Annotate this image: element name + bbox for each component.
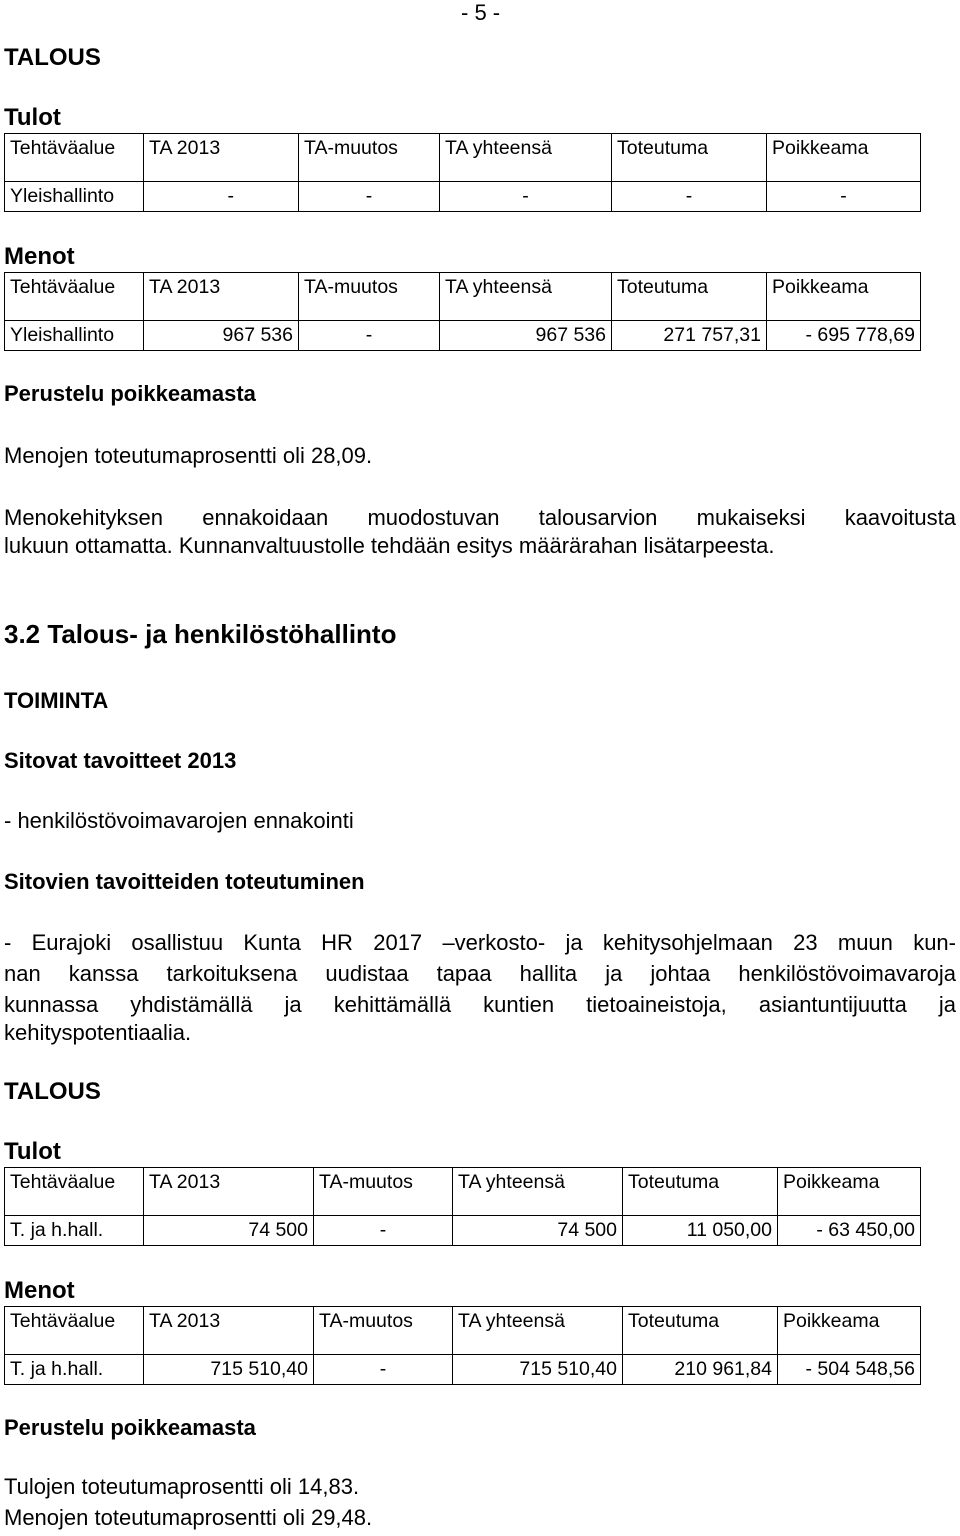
- header-cell: Poikkeama: [778, 1307, 921, 1355]
- header-cell: Poikkeama: [767, 273, 921, 321]
- table-cell: T. ja h.hall.: [5, 1216, 144, 1246]
- paragraph: Menojen toteutumaprosentti oli 29,48.: [4, 1505, 373, 1530]
- table-cell: -: [767, 182, 921, 212]
- table-cell: 715 510,40: [144, 1355, 314, 1385]
- menot-label: Menot: [4, 1277, 75, 1304]
- perustelu-heading: Perustelu poikkeamasta: [4, 381, 256, 406]
- header-cell: TA 2013: [144, 1307, 314, 1355]
- header-cell: Tehtäväalue: [5, 134, 144, 182]
- header-cell: TA-muutos: [299, 273, 440, 321]
- table-row: [5, 182, 921, 212]
- table-row: [5, 1355, 921, 1385]
- header-cell: Poikkeama: [767, 134, 921, 182]
- header-cell: Tehtäväalue: [5, 1168, 144, 1216]
- header-cell: Poikkeama: [778, 1168, 921, 1216]
- talous-heading: TALOUS: [4, 44, 101, 71]
- table-cell: T. ja h.hall.: [5, 1355, 144, 1385]
- sitovat-heading: Sitovat tavoitteet 2013: [4, 748, 237, 773]
- header-cell: Toteutuma: [612, 273, 767, 321]
- header-cell: Tehtäväalue: [5, 273, 144, 321]
- toteutuminen-heading: Sitovien tavoitteiden toteutuminen: [4, 869, 365, 894]
- table-cell: 210 961,84: [623, 1355, 778, 1385]
- table-cell: -: [144, 182, 299, 212]
- table-header-row: [5, 1168, 921, 1216]
- paragraph-line: Menokehityksen ennakoidaan muodostuvan talousarvion mukaiseksi kaavoitusta: [4, 505, 956, 530]
- table-cell: 715 510,40: [453, 1355, 623, 1385]
- table-cell: 74 500: [453, 1216, 623, 1246]
- tulot-table: [4, 133, 921, 212]
- perustelu-heading: Perustelu poikkeamasta: [4, 1415, 256, 1440]
- header-cell: TA yhteensä: [453, 1168, 623, 1216]
- table-cell: -: [612, 182, 767, 212]
- paragraph-line: lukuun ottamatta. Kunnanvaltuustolle tehdään esitys määrärahan lisätarpeesta.: [4, 533, 775, 558]
- header-cell: TA 2013: [144, 1168, 314, 1216]
- toiminta-heading: TOIMINTA: [4, 688, 109, 713]
- table-header-row: [5, 134, 921, 182]
- table-cell: 967 536: [144, 321, 299, 351]
- table-cell: Yleishallinto: [5, 321, 144, 351]
- paragraph-line: - Eurajoki osallistuu Kunta HR 2017 –verkosto- ja kehitysohjelmaan 23 muun kun-: [4, 930, 956, 955]
- table-cell: -: [314, 1216, 453, 1246]
- paragraph: Menojen toteutumaprosentti oli 28,09.: [4, 443, 373, 468]
- header-cell: Toteutuma: [623, 1307, 778, 1355]
- tulot-label: Tulot: [4, 1138, 61, 1165]
- page-number: - 5 -: [461, 0, 501, 25]
- header-cell: TA yhteensä: [453, 1307, 623, 1355]
- table-cell: 967 536: [440, 321, 612, 351]
- header-cell: TA-muutos: [299, 134, 440, 182]
- tulot-label: Tulot: [4, 104, 61, 131]
- table-row: [5, 321, 921, 351]
- header-cell: TA-muutos: [314, 1307, 453, 1355]
- menot-label: Menot: [4, 243, 75, 270]
- table-cell: 74 500: [144, 1216, 314, 1246]
- menot-table: [4, 1306, 921, 1385]
- menot-table: [4, 272, 921, 351]
- table-cell: -: [314, 1355, 453, 1385]
- tulot-table: [4, 1167, 921, 1246]
- header-cell: TA 2013: [144, 134, 299, 182]
- table-header-row: [5, 273, 921, 321]
- table-cell: - 63 450,00: [778, 1216, 921, 1246]
- paragraph-line: kehityspotentiaalia.: [4, 1020, 192, 1045]
- header-cell: Tehtäväalue: [5, 1307, 144, 1355]
- table-cell: 271 757,31: [612, 321, 767, 351]
- header-cell: TA yhteensä: [440, 134, 612, 182]
- table-cell: -: [440, 182, 612, 212]
- sitovat-item: - henkilöstövoimavarojen ennakointi: [4, 808, 354, 833]
- header-cell: TA yhteensä: [440, 273, 612, 321]
- table-header-row: [5, 1307, 921, 1355]
- table-cell: 11 050,00: [623, 1216, 778, 1246]
- header-cell: Toteutuma: [612, 134, 767, 182]
- table-cell: Yleishallinto: [5, 182, 144, 212]
- paragraph: Tulojen toteutumaprosentti oli 14,83.: [4, 1474, 360, 1499]
- table-cell: -: [299, 182, 440, 212]
- header-cell: TA-muutos: [314, 1168, 453, 1216]
- table-cell: - 504 548,56: [778, 1355, 921, 1385]
- paragraph-line: nan kanssa tarkoituksena uudistaa tapaa hallita ja johtaa henkilöstövoimavaroja: [4, 961, 956, 986]
- paragraph-line: kunnassa yhdistämällä ja kehittämällä kuntien tietoaineistoja, asiantuntijuutta ja: [4, 992, 956, 1017]
- header-cell: Toteutuma: [623, 1168, 778, 1216]
- table-cell: - 695 778,69: [767, 321, 921, 351]
- table-row: [5, 1216, 921, 1246]
- section-title: 3.2 Talous- ja henkilöstöhallinto: [4, 619, 397, 649]
- talous-heading: TALOUS: [4, 1078, 101, 1105]
- header-cell: TA 2013: [144, 273, 299, 321]
- table-cell: -: [299, 321, 440, 351]
